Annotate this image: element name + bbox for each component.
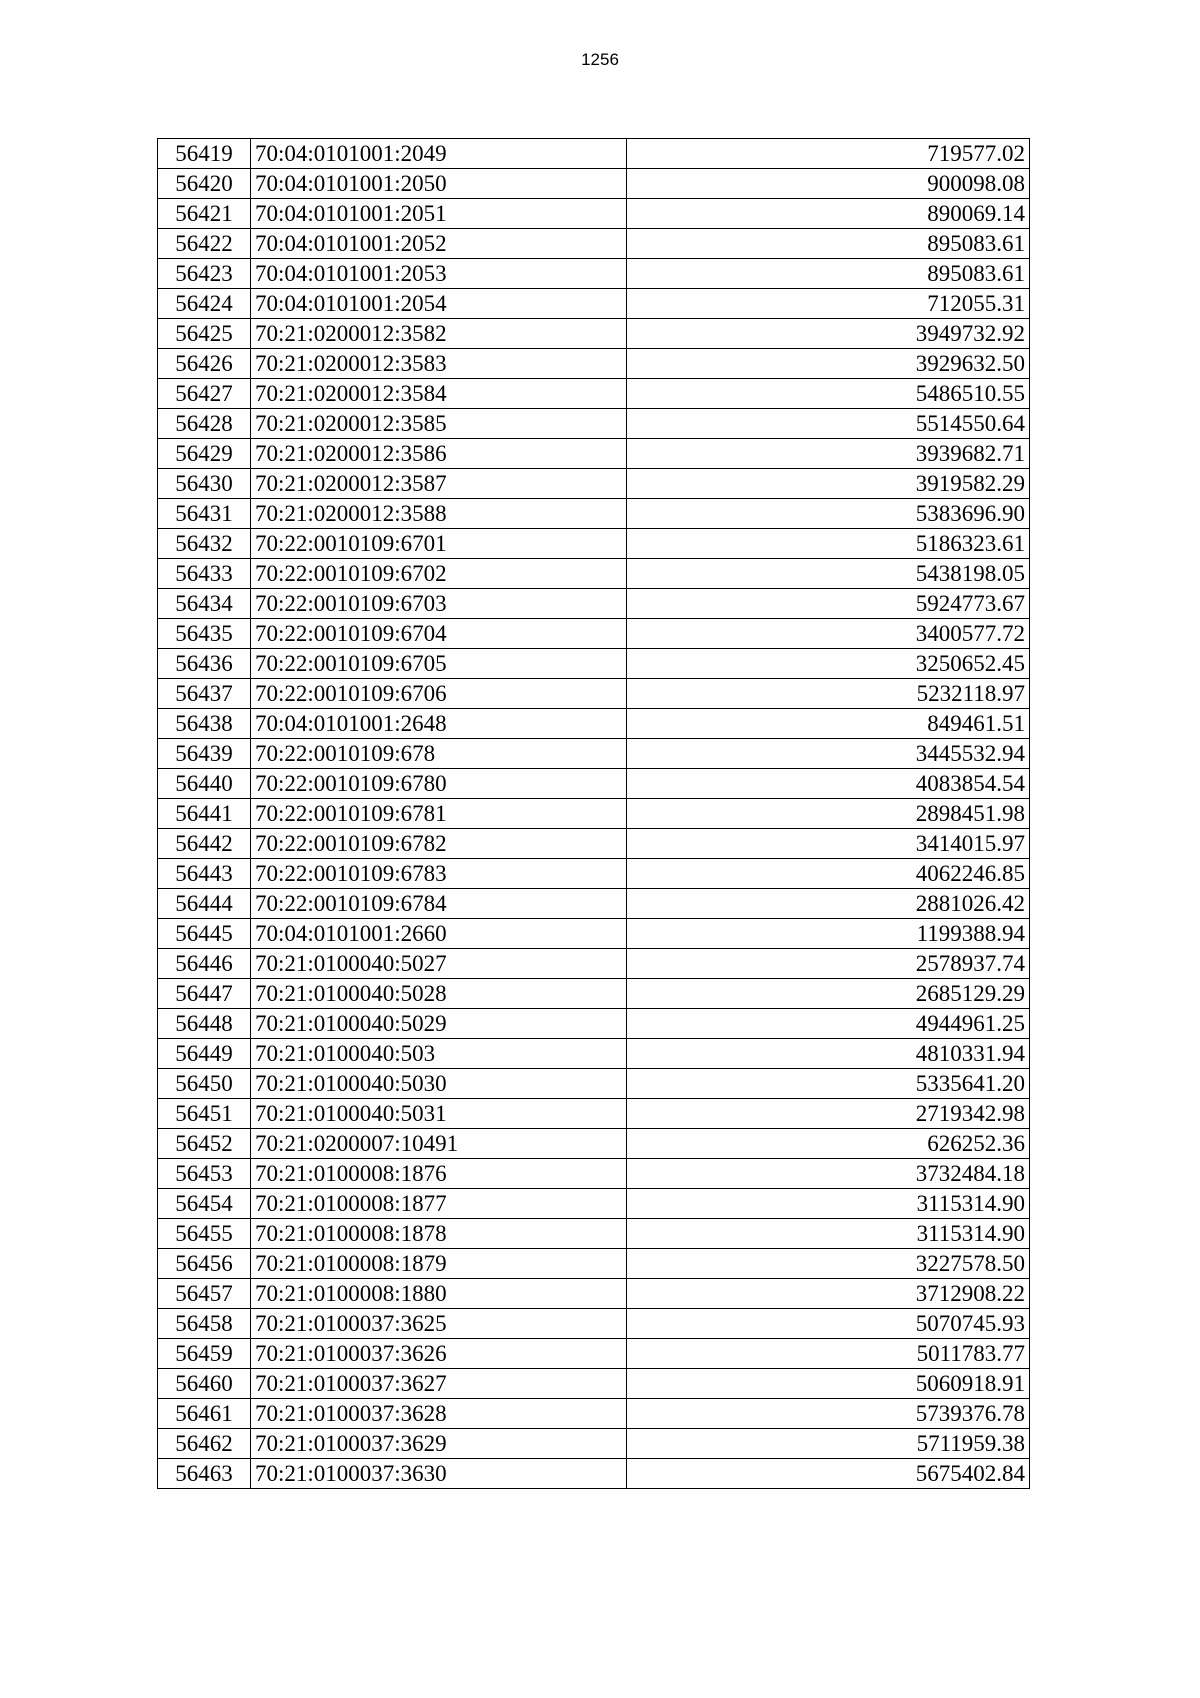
value-cell: 4062246.85 xyxy=(627,859,1030,889)
cadastral-number-cell: 70:21:0100008:1878 xyxy=(251,1219,627,1249)
row-number-cell: 56436 xyxy=(158,649,251,679)
row-number-cell: 56444 xyxy=(158,889,251,919)
table-row xyxy=(158,1399,1030,1429)
row-number-cell: 56445 xyxy=(158,919,251,949)
cadastral-number-cell: 70:21:0100037:3629 xyxy=(251,1429,627,1459)
cadastral-number-cell: 70:04:0101001:2051 xyxy=(251,199,627,229)
row-number-cell: 56461 xyxy=(158,1399,251,1429)
row-number-cell: 56442 xyxy=(158,829,251,859)
cadastral-number-cell: 70:21:0200012:3588 xyxy=(251,499,627,529)
row-number-cell: 56458 xyxy=(158,1309,251,1339)
row-number-cell: 56425 xyxy=(158,319,251,349)
value-cell: 3712908.22 xyxy=(627,1279,1030,1309)
cadastral-number-cell: 70:21:0100040:5029 xyxy=(251,1009,627,1039)
cadastral-number-cell: 70:21:0100040:503 xyxy=(251,1039,627,1069)
value-cell: 3949732.92 xyxy=(627,319,1030,349)
row-number-cell: 56433 xyxy=(158,559,251,589)
value-cell: 900098.08 xyxy=(627,169,1030,199)
table-row xyxy=(158,259,1030,289)
value-cell: 890069.14 xyxy=(627,199,1030,229)
cadastral-number-cell: 70:21:0100040:5028 xyxy=(251,979,627,1009)
value-cell: 5486510.55 xyxy=(627,379,1030,409)
value-cell: 2898451.98 xyxy=(627,799,1030,829)
cadastral-number-cell: 70:04:0101001:2053 xyxy=(251,259,627,289)
value-cell: 2685129.29 xyxy=(627,979,1030,1009)
table-row xyxy=(158,1339,1030,1369)
cadastral-number-cell: 70:21:0100008:1877 xyxy=(251,1189,627,1219)
table-row xyxy=(158,769,1030,799)
cadastral-number-cell: 70:21:0100037:3625 xyxy=(251,1309,627,1339)
value-cell: 3250652.45 xyxy=(627,649,1030,679)
cadastral-number-cell: 70:22:0010109:6782 xyxy=(251,829,627,859)
table-row xyxy=(158,1459,1030,1489)
row-number-cell: 56423 xyxy=(158,259,251,289)
row-number-cell: 56459 xyxy=(158,1339,251,1369)
row-number-cell: 56447 xyxy=(158,979,251,1009)
value-cell: 3227578.50 xyxy=(627,1249,1030,1279)
value-cell: 5711959.38 xyxy=(627,1429,1030,1459)
table-row xyxy=(158,379,1030,409)
cadastral-number-cell: 70:21:0200012:3586 xyxy=(251,439,627,469)
row-number-cell: 56424 xyxy=(158,289,251,319)
cadastral-number-cell: 70:22:0010109:6704 xyxy=(251,619,627,649)
row-number-cell: 56427 xyxy=(158,379,251,409)
cadastral-number-cell: 70:04:0101001:2660 xyxy=(251,919,627,949)
row-number-cell: 56419 xyxy=(158,139,251,169)
table-row xyxy=(158,289,1030,319)
value-cell: 2881026.42 xyxy=(627,889,1030,919)
cadastral-number-cell: 70:22:0010109:6701 xyxy=(251,529,627,559)
row-number-cell: 56420 xyxy=(158,169,251,199)
row-number-cell: 56437 xyxy=(158,679,251,709)
cadastral-number-cell: 70:21:0200012:3584 xyxy=(251,379,627,409)
table-row xyxy=(158,409,1030,439)
value-cell: 3732484.18 xyxy=(627,1159,1030,1189)
value-cell: 3414015.97 xyxy=(627,829,1030,859)
value-cell: 5675402.84 xyxy=(627,1459,1030,1489)
cadastral-number-cell: 70:04:0101001:2648 xyxy=(251,709,627,739)
value-cell: 3400577.72 xyxy=(627,619,1030,649)
table-row xyxy=(158,169,1030,199)
value-cell: 5383696.90 xyxy=(627,499,1030,529)
table-row xyxy=(158,619,1030,649)
table-row xyxy=(158,709,1030,739)
row-number-cell: 56426 xyxy=(158,349,251,379)
value-cell: 626252.36 xyxy=(627,1129,1030,1159)
table-row xyxy=(158,1369,1030,1399)
table-row xyxy=(158,439,1030,469)
cadastral-number-cell: 70:22:0010109:6780 xyxy=(251,769,627,799)
cadastral-number-cell: 70:21:0100008:1880 xyxy=(251,1279,627,1309)
row-number-cell: 56422 xyxy=(158,229,251,259)
value-cell: 2578937.74 xyxy=(627,949,1030,979)
row-number-cell: 56441 xyxy=(158,799,251,829)
value-cell: 5438198.05 xyxy=(627,559,1030,589)
row-number-cell: 56456 xyxy=(158,1249,251,1279)
row-number-cell: 56460 xyxy=(158,1369,251,1399)
row-number-cell: 56451 xyxy=(158,1099,251,1129)
table-row xyxy=(158,1249,1030,1279)
cadastral-number-cell: 70:21:0100008:1879 xyxy=(251,1249,627,1279)
value-cell: 5924773.67 xyxy=(627,589,1030,619)
table-row xyxy=(158,469,1030,499)
registry-table-body xyxy=(158,139,1030,1489)
value-cell: 3939682.71 xyxy=(627,439,1030,469)
cadastral-number-cell: 70:22:0010109:6705 xyxy=(251,649,627,679)
table-row xyxy=(158,1009,1030,1039)
row-number-cell: 56448 xyxy=(158,1009,251,1039)
row-number-cell: 56440 xyxy=(158,769,251,799)
cadastral-number-cell: 70:22:0010109:6781 xyxy=(251,799,627,829)
cadastral-number-cell: 70:21:0100040:5027 xyxy=(251,949,627,979)
table-row xyxy=(158,799,1030,829)
table-row xyxy=(158,1219,1030,1249)
table-row xyxy=(158,949,1030,979)
table-row xyxy=(158,1279,1030,1309)
table-row xyxy=(158,199,1030,229)
table-row xyxy=(158,859,1030,889)
cadastral-number-cell: 70:22:0010109:6706 xyxy=(251,679,627,709)
row-number-cell: 56421 xyxy=(158,199,251,229)
value-cell: 895083.61 xyxy=(627,259,1030,289)
row-number-cell: 56455 xyxy=(158,1219,251,1249)
row-number-cell: 56454 xyxy=(158,1189,251,1219)
value-cell: 1199388.94 xyxy=(627,919,1030,949)
table-row xyxy=(158,739,1030,769)
table-row xyxy=(158,1039,1030,1069)
cadastral-number-cell: 70:21:0200012:3583 xyxy=(251,349,627,379)
row-number-cell: 56432 xyxy=(158,529,251,559)
value-cell: 3919582.29 xyxy=(627,469,1030,499)
table-row xyxy=(158,829,1030,859)
row-number-cell: 56449 xyxy=(158,1039,251,1069)
row-number-cell: 56443 xyxy=(158,859,251,889)
cadastral-number-cell: 70:21:0200012:3587 xyxy=(251,469,627,499)
table-row xyxy=(158,319,1030,349)
table-row xyxy=(158,679,1030,709)
row-number-cell: 56435 xyxy=(158,619,251,649)
value-cell: 5070745.93 xyxy=(627,1309,1030,1339)
cadastral-number-cell: 70:22:0010109:6784 xyxy=(251,889,627,919)
cadastral-number-cell: 70:21:0200012:3585 xyxy=(251,409,627,439)
cadastral-number-cell: 70:21:0100008:1876 xyxy=(251,1159,627,1189)
value-cell: 719577.02 xyxy=(627,139,1030,169)
row-number-cell: 56434 xyxy=(158,589,251,619)
value-cell: 3929632.50 xyxy=(627,349,1030,379)
row-number-cell: 56438 xyxy=(158,709,251,739)
row-number-cell: 56428 xyxy=(158,409,251,439)
cadastral-number-cell: 70:21:0200007:10491 xyxy=(251,1129,627,1159)
table-row xyxy=(158,1189,1030,1219)
row-number-cell: 56430 xyxy=(158,469,251,499)
row-number-cell: 56453 xyxy=(158,1159,251,1189)
table-row xyxy=(158,1159,1030,1189)
registry-table xyxy=(157,138,1030,1489)
cadastral-number-cell: 70:21:0100037:3630 xyxy=(251,1459,627,1489)
value-cell: 5011783.77 xyxy=(627,1339,1030,1369)
cadastral-number-cell: 70:22:0010109:678 xyxy=(251,739,627,769)
table-row xyxy=(158,499,1030,529)
value-cell: 5335641.20 xyxy=(627,1069,1030,1099)
row-number-cell: 56462 xyxy=(158,1429,251,1459)
cadastral-number-cell: 70:22:0010109:6702 xyxy=(251,559,627,589)
cadastral-number-cell: 70:21:0100040:5031 xyxy=(251,1099,627,1129)
row-number-cell: 56450 xyxy=(158,1069,251,1099)
row-number-cell: 56457 xyxy=(158,1279,251,1309)
table-row xyxy=(158,229,1030,259)
value-cell: 895083.61 xyxy=(627,229,1030,259)
table-row xyxy=(158,529,1030,559)
cadastral-number-cell: 70:22:0010109:6783 xyxy=(251,859,627,889)
value-cell: 3115314.90 xyxy=(627,1189,1030,1219)
table-row xyxy=(158,1429,1030,1459)
cadastral-number-cell: 70:04:0101001:2052 xyxy=(251,229,627,259)
cadastral-number-cell: 70:22:0010109:6703 xyxy=(251,589,627,619)
table-row xyxy=(158,559,1030,589)
cadastral-number-cell: 70:21:0100040:5030 xyxy=(251,1069,627,1099)
value-cell: 4810331.94 xyxy=(627,1039,1030,1069)
table-row xyxy=(158,649,1030,679)
row-number-cell: 56446 xyxy=(158,949,251,979)
table-row xyxy=(158,979,1030,1009)
table-row xyxy=(158,919,1030,949)
cadastral-number-cell: 70:21:0100037:3626 xyxy=(251,1339,627,1369)
cadastral-number-cell: 70:21:0100037:3628 xyxy=(251,1399,627,1429)
table-row xyxy=(158,1069,1030,1099)
value-cell: 2719342.98 xyxy=(627,1099,1030,1129)
value-cell: 5232118.97 xyxy=(627,679,1030,709)
cadastral-number-cell: 70:04:0101001:2050 xyxy=(251,169,627,199)
value-cell: 4083854.54 xyxy=(627,769,1030,799)
table-row xyxy=(158,139,1030,169)
value-cell: 5060918.91 xyxy=(627,1369,1030,1399)
table-row xyxy=(158,1129,1030,1159)
cadastral-number-cell: 70:21:0100037:3627 xyxy=(251,1369,627,1399)
value-cell: 4944961.25 xyxy=(627,1009,1030,1039)
cadastral-number-cell: 70:04:0101001:2054 xyxy=(251,289,627,319)
value-cell: 712055.31 xyxy=(627,289,1030,319)
row-number-cell: 56429 xyxy=(158,439,251,469)
value-cell: 849461.51 xyxy=(627,709,1030,739)
row-number-cell: 56452 xyxy=(158,1129,251,1159)
cadastral-number-cell: 70:04:0101001:2049 xyxy=(251,139,627,169)
row-number-cell: 56463 xyxy=(158,1459,251,1489)
row-number-cell: 56439 xyxy=(158,739,251,769)
value-cell: 3115314.90 xyxy=(627,1219,1030,1249)
cadastral-number-cell: 70:21:0200012:3582 xyxy=(251,319,627,349)
table-row xyxy=(158,1099,1030,1129)
page-number: 1256 xyxy=(581,50,619,69)
table-row xyxy=(158,889,1030,919)
row-number-cell: 56431 xyxy=(158,499,251,529)
value-cell: 5186323.61 xyxy=(627,529,1030,559)
table-row xyxy=(158,349,1030,379)
value-cell: 5739376.78 xyxy=(627,1399,1030,1429)
value-cell: 5514550.64 xyxy=(627,409,1030,439)
table-row xyxy=(158,1309,1030,1339)
value-cell: 3445532.94 xyxy=(627,739,1030,769)
table-row xyxy=(158,589,1030,619)
